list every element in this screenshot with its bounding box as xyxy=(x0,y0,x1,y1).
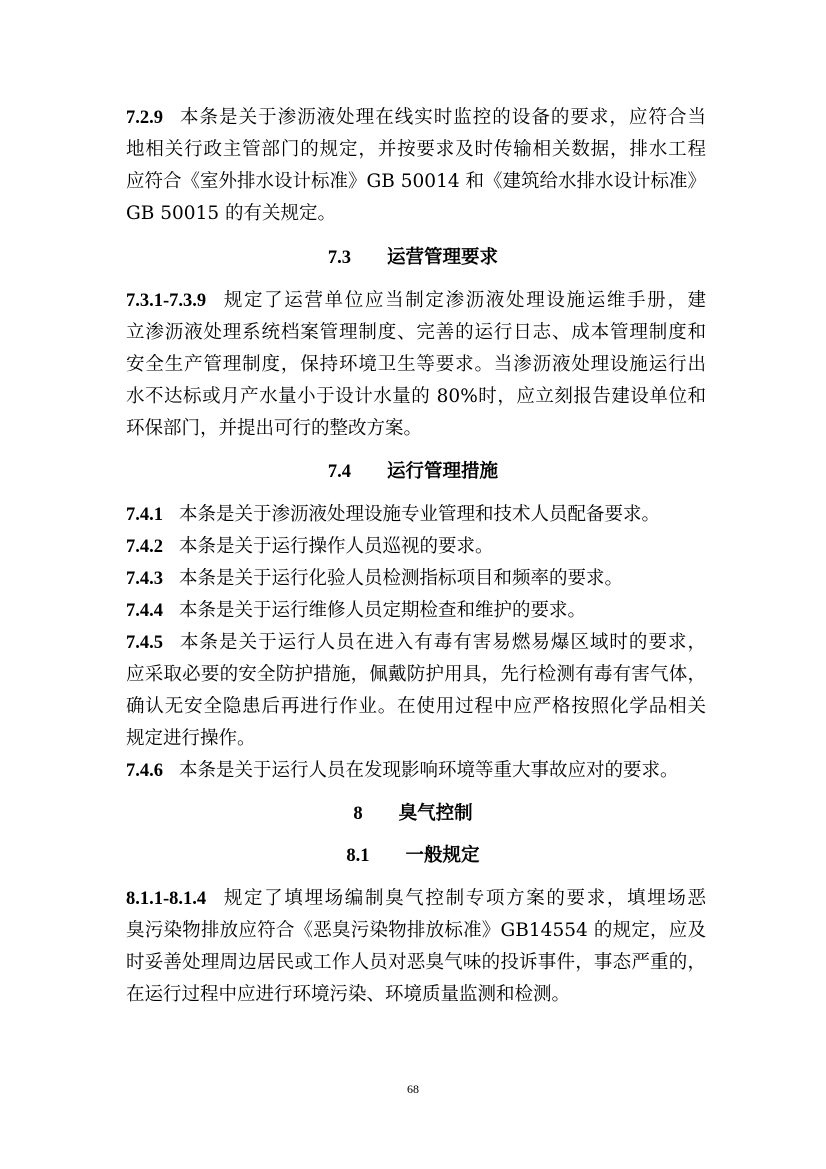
clause-7-4-3 xyxy=(126,566,706,592)
clause-7-4-2 xyxy=(126,534,706,560)
clause-7-4-6 xyxy=(126,758,706,784)
clause-7-2-9-line-3: 应符合《室外排水设计标准》GB 50014 和《建筑给水排水设计标准》 xyxy=(126,171,706,192)
chapter-number: 8 xyxy=(353,804,363,824)
clause-number: 7.4.3 xyxy=(126,569,163,589)
chapter-heading-8 xyxy=(0,801,826,827)
clause-7-4-5-line-4: 规定进行操作。 xyxy=(126,728,256,749)
clause-7-3-1-line-3: 安全生产管理制度，保持环境卫生等要求。当渗沥液处理设施运行出 xyxy=(126,354,706,375)
section-title: 运营管理要求 xyxy=(387,247,499,268)
section-number: 8.1 xyxy=(346,846,370,866)
clause-number: 8.1.1-8.1.4 xyxy=(126,889,207,909)
clause-number: 7.4.5 xyxy=(126,633,163,653)
clause-7-3-1-line-4: 水不达标或月产水量小于设计水量的 80%时，应立刻报告建设单位和 xyxy=(126,386,706,407)
clause-number: 7.3.1-7.3.9 xyxy=(126,291,207,311)
clause-text: 本条是关于渗沥液处理在线实时监控的设备的要求，应符合当 xyxy=(179,107,706,128)
clause-number: 7.4.6 xyxy=(126,761,163,781)
clause-7-4-1 xyxy=(126,502,706,528)
clause-7-4-5-line-3: 确认无安全隐患后再进行作业。在使用过程中应严格按照化学品相关 xyxy=(126,696,706,717)
clause-8-1-1-line-2: 臭污染物排放应符合《恶臭污染物排放标准》GB14554 的规定，应及 xyxy=(126,920,706,941)
section-number: 7.3 xyxy=(327,248,352,268)
clause-7-2-9-line-2: 地相关行政主管部门的规定，并按要求及时传输相关数据，排水工程 xyxy=(126,139,706,160)
clause-text: 本条是关于运行操作人员巡视的要求。 xyxy=(179,536,494,557)
clause-text: 本条是关于运行人员在进入有毒有害易燃易爆区域时的要求， xyxy=(179,632,706,653)
clause-text: 规定了运营单位应当制定渗沥液处理设施运维手册，建 xyxy=(222,290,706,311)
clause-7-4-4 xyxy=(126,598,706,624)
page-number: 68 xyxy=(407,1082,419,1096)
clause-7-3-1-line-2: 立渗沥液处理系统档案管理制度、完善的运行日志、成本管理制度和 xyxy=(126,322,706,343)
section-heading-8-1 xyxy=(0,843,826,869)
clause-number: 7.4.4 xyxy=(126,601,163,621)
clause-7-2-9-line-4: GB 50015 的有关规定。 xyxy=(126,203,336,224)
section-title: 运行管理措施 xyxy=(387,461,499,482)
section-heading-7-3 xyxy=(0,245,826,271)
clause-7-2-9-line-1 xyxy=(126,105,706,131)
section-number: 7.4 xyxy=(327,462,352,482)
clause-text: 本条是关于渗沥液处理设施专业管理和技术人员配备要求。 xyxy=(179,504,661,525)
clause-number: 7.2.9 xyxy=(126,108,163,128)
clause-8-1-1-line-1 xyxy=(126,886,706,912)
section-title: 一般规定 xyxy=(405,845,480,866)
clause-8-1-1-line-4: 在运行过程中应进行环境污染、环境质量监测和检测。 xyxy=(126,984,571,1005)
clause-text: 规定了填埋场编制臭气控制专项方案的要求，填埋场恶 xyxy=(222,888,706,909)
clause-text: 本条是关于运行维修人员定期检查和维护的要求。 xyxy=(179,600,587,621)
clause-text: 本条是关于运行人员在发现影响环境等重大事故应对的要求。 xyxy=(179,760,679,781)
clause-7-3-1-line-1 xyxy=(126,288,706,314)
clause-8-1-1-line-3: 时妥善处理周边居民或工作人员对恶臭气味的投诉事件，事态严重的， xyxy=(126,952,706,973)
clause-7-3-1-line-5: 环保部门，并提出可行的整改方案。 xyxy=(126,418,423,439)
clause-7-4-5-line-1 xyxy=(126,630,706,656)
clause-number: 7.4.1 xyxy=(126,505,163,525)
chapter-title: 臭气控制 xyxy=(398,803,473,824)
clause-text: 本条是关于运行化验人员检测指标项目和频率的要求。 xyxy=(179,568,624,589)
clause-number: 7.4.2 xyxy=(126,537,163,557)
clause-7-4-5-line-2: 应采取必要的安全防护措施，佩戴防护用具，先行检测有毒有害气体， xyxy=(126,664,706,685)
section-heading-7-4 xyxy=(0,459,826,485)
